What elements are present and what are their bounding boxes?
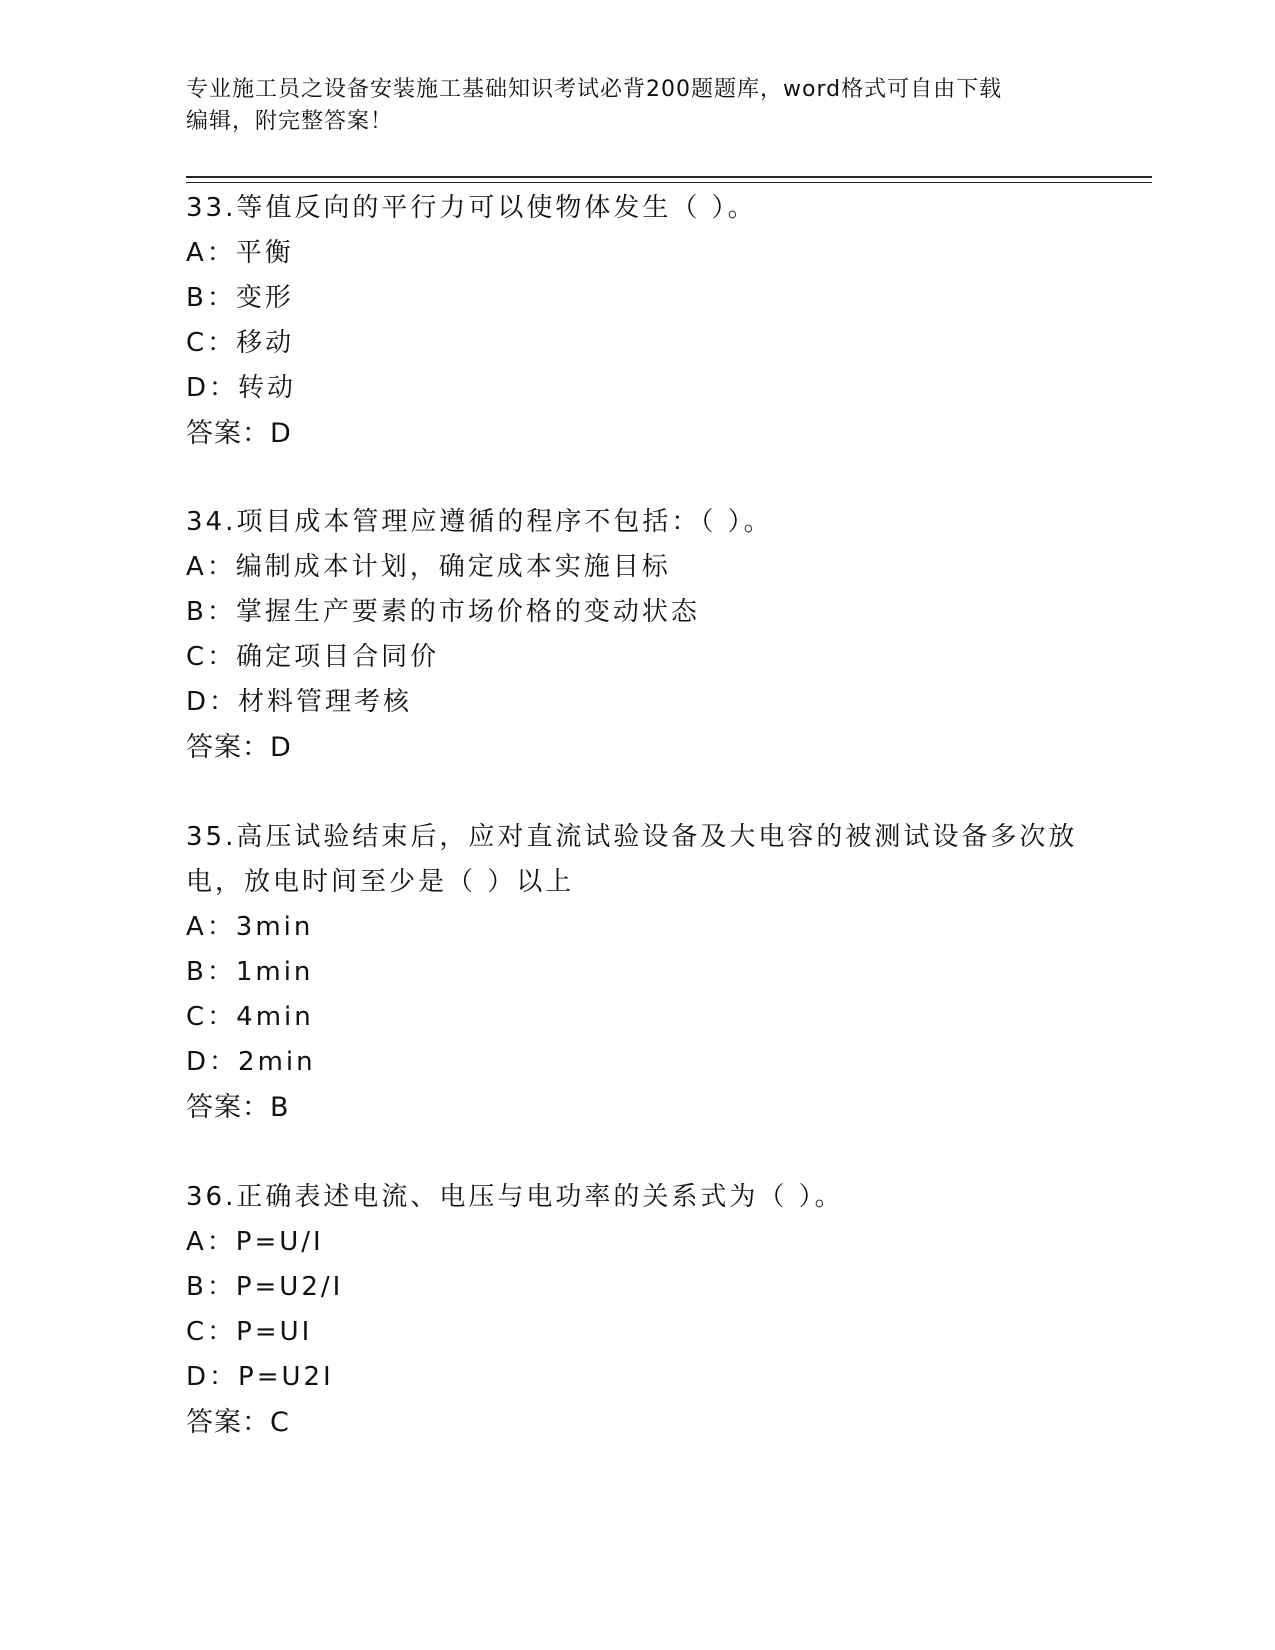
document-header bbox=[186, 74, 1066, 138]
option-a: A：平衡 bbox=[186, 238, 294, 268]
header-line-2: 编辑，附完整答案！ bbox=[186, 109, 394, 134]
option-b: B：变形 bbox=[186, 283, 294, 313]
option-a: A：P=U/I bbox=[186, 1227, 324, 1257]
question-33 bbox=[186, 186, 1086, 456]
header-divider-thick bbox=[186, 176, 1152, 178]
option-c: C：移动 bbox=[186, 328, 295, 358]
question-title-line-1: 35.高压试验结束后，应对直流试验设备及大电容的被测试设备多次放 bbox=[186, 822, 1078, 852]
option-c: C：P=UI bbox=[186, 1317, 313, 1347]
header-line-1: 专业施工员之设备安装施工基础知识考试必背200题题库，word格式可自由下载 bbox=[186, 77, 1003, 102]
option-a: A：3min bbox=[186, 912, 314, 942]
question-title-line-2: 电，放电时间至少是（ ）以上 bbox=[186, 867, 575, 897]
option-a: A：编制成本计划，确定成本实施目标 bbox=[186, 552, 671, 582]
option-c: C：确定项目合同价 bbox=[186, 642, 440, 672]
option-d: D：P=U2I bbox=[186, 1362, 334, 1392]
question-title: 36.正确表述电流、电压与电功率的关系式为（ ）。 bbox=[186, 1182, 844, 1212]
option-c: C：4min bbox=[186, 1002, 314, 1032]
answer: 答案：D bbox=[186, 418, 292, 449]
option-d: D：2min bbox=[186, 1047, 316, 1077]
question-34 bbox=[186, 500, 1086, 770]
answer: 答案：B bbox=[186, 1092, 290, 1123]
question-35 bbox=[186, 815, 1086, 1130]
option-d: D：材料管理考核 bbox=[186, 687, 413, 717]
answer: 答案：C bbox=[186, 1407, 290, 1438]
question-36 bbox=[186, 1175, 1086, 1445]
question-title: 33.等值反向的平行力可以使物体发生（ ）。 bbox=[186, 193, 757, 223]
answer: 答案：D bbox=[186, 732, 292, 763]
option-b: B：P=U2/I bbox=[186, 1272, 344, 1302]
option-b: B：1min bbox=[186, 957, 314, 987]
option-d: D：转动 bbox=[186, 373, 297, 403]
header-divider-thin bbox=[186, 182, 1152, 183]
option-b: B：掌握生产要素的市场价格的变动状态 bbox=[186, 597, 700, 627]
question-title: 34.项目成本管理应遵循的程序不包括：（ ）。 bbox=[186, 507, 773, 537]
